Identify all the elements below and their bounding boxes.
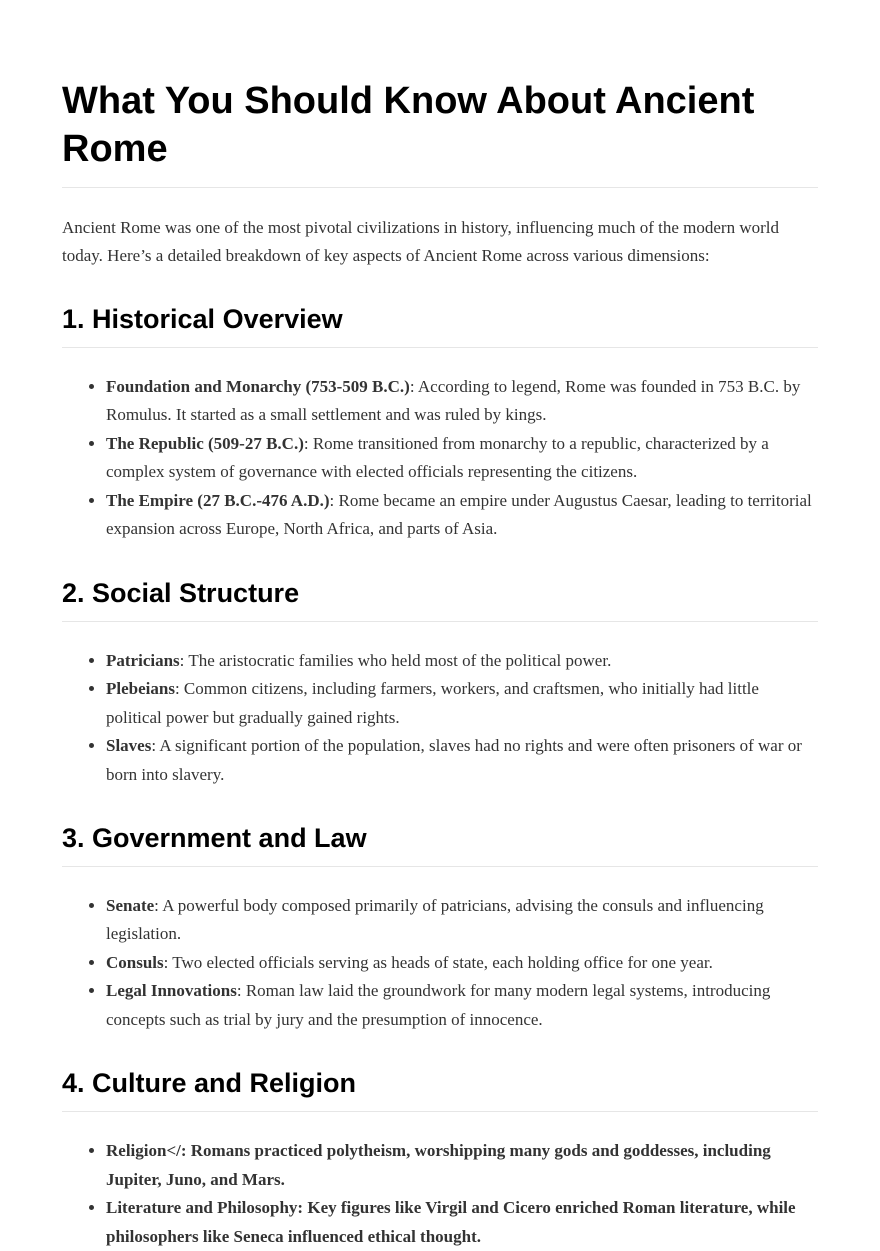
item-term: Patricians <box>106 650 180 670</box>
item-text: : The aristocratic families who held most of the political power. <box>179 650 612 670</box>
list-item <box>106 949 818 978</box>
list-item <box>106 732 818 789</box>
item-term: The Empire (27 B.C.-476 A.D.) <box>106 490 330 510</box>
item-text: : Roman law laid the groundwork for many modern legal systems, introducing concepts such as trial by jury and the presumption of innocence. <box>106 981 771 1029</box>
list-item <box>106 1194 818 1251</box>
section-culture-and-religion <box>62 1067 818 1251</box>
section-historical-overview <box>62 303 818 544</box>
item-text: : A significant portion of the population, slaves had no rights and were often prisoners of war or born into slavery. <box>106 736 802 784</box>
intro-paragraph: Ancient Rome was one of the most pivotal civilizations in history, influencing much of the modern world today. Here’s a detailed breakdown of key aspects of Ancient Rome across various dimensions: <box>62 218 780 265</box>
list-item <box>106 373 818 430</box>
bullet-list <box>62 1137 818 1251</box>
item-term: Religion</: Romans practiced polytheism, worshipping many gods and goddesses, including Jupiter, Juno, and Mars. <box>106 1141 771 1189</box>
bullet-list <box>62 373 818 544</box>
item-term: The Republic (509-27 B.C.) <box>106 433 304 453</box>
section-social-structure <box>62 577 818 789</box>
item-term: Plebeians <box>106 679 175 698</box>
section-heading: 4. Culture and Religion <box>62 1067 818 1112</box>
bullet-list <box>62 892 818 1035</box>
item-term: Legal Innovations <box>106 981 237 1001</box>
list-item <box>106 1137 818 1194</box>
section-government-and-law <box>62 822 818 1034</box>
list-item <box>106 892 818 949</box>
list-item <box>106 647 818 676</box>
item-term: Consuls <box>106 952 164 972</box>
section-heading: 3. Government and Law <box>62 822 818 867</box>
item-text: : Common citizens, including farmers, workers, and craftsmen, who initially had little political power but gradually gained rights. <box>106 679 759 727</box>
list-item <box>106 487 818 544</box>
section-heading: 1. Historical Overview <box>62 303 818 348</box>
item-text: : According to legend, Rome was founded in 753 B.C. by Romulus. It started as a small settlement and was ruled by kings. <box>106 376 801 425</box>
bullet-list <box>62 647 818 790</box>
item-text: : A powerful body composed primarily of patricians, advising the consuls and influencing legislation. <box>106 895 764 944</box>
item-term: Literature and Philosophy: Key figures like Virgil and Cicero enriched Roman literature, while philosophers like Seneca influenced ethical thought. <box>106 1198 796 1246</box>
item-text: : Rome became an empire under Augustus Caesar, leading to territorial expansion across Europe, North Africa, and parts of Asia. <box>106 490 812 539</box>
section-heading: 2. Social Structure <box>62 577 818 622</box>
item-term: Slaves <box>106 736 152 755</box>
list-item <box>106 675 818 732</box>
item-text: : Rome transitioned from monarchy to a republic, characterized by a complex system of governance with elected officials representing the citizens. <box>106 433 769 482</box>
item-text: : Two elected officials serving as heads of state, each holding office for one year. <box>163 952 713 972</box>
list-item <box>106 977 818 1034</box>
page-title: What You Should Know About Ancient Rome <box>62 78 818 188</box>
item-term: Foundation and Monarchy (753-509 B.C.) <box>106 376 410 396</box>
list-item <box>106 430 818 487</box>
item-term: Senate <box>106 895 155 915</box>
